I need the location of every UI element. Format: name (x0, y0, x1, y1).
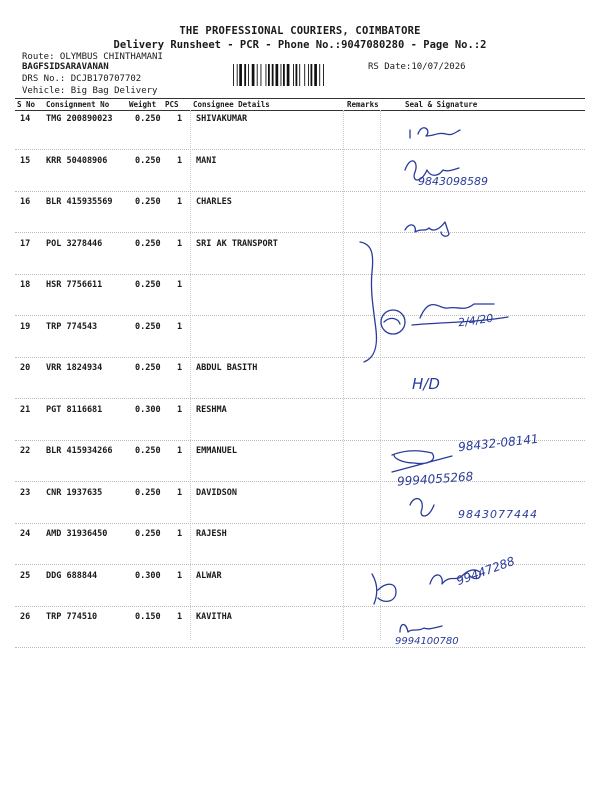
col-remarks: Remarks (347, 100, 379, 109)
col-consignment: Consignment No (46, 100, 110, 109)
row-separator (15, 232, 585, 233)
cell-sno: 26 (20, 612, 31, 622)
handwritten-date: 2/4/20 (457, 311, 495, 330)
handwritten-phone: 9843098589 (418, 175, 488, 188)
cell-weight: 0.300 (135, 404, 161, 415)
cell-pcs: 1 (177, 155, 183, 166)
cell-sno: 23 (20, 487, 31, 498)
cell-consignment: BLR 415934266 (46, 446, 113, 456)
signature-mark (405, 222, 449, 236)
cell-pcs: 1 (177, 446, 183, 456)
row-separator (15, 481, 585, 482)
cell-consignment: TRP 774510 (46, 612, 98, 622)
cell-consignment: HSR 7756611 (46, 280, 103, 290)
drs-number: DRS No.: DCJB170707702 (22, 74, 142, 84)
cell-weight: 0.150 (135, 612, 161, 622)
cell-pcs: 1 (177, 197, 183, 207)
signature-mark (392, 451, 452, 472)
cell-consignee: KAVITHA (196, 612, 232, 622)
cell-sno: 14 (20, 114, 31, 124)
cell-consignee: ALWAR (196, 570, 222, 581)
cell-sno: 25 (20, 570, 31, 581)
signature-mark (410, 128, 460, 138)
cell-weight: 0.250 (135, 197, 161, 207)
cell-pcs: 1 (177, 487, 183, 498)
col-weight: Weight (129, 100, 157, 109)
cell-sno: 15 (20, 155, 31, 166)
signature-mark (400, 625, 442, 633)
cell-weight: 0.250 (135, 487, 161, 498)
cell-weight: 0.250 (135, 363, 161, 373)
cell-pcs: 1 (177, 280, 183, 290)
row-separator (15, 315, 585, 316)
cell-weight: 0.250 (135, 238, 161, 249)
cell-sno: 19 (20, 321, 31, 332)
cell-weight: 0.250 (135, 155, 161, 166)
row-separator (15, 191, 585, 192)
column-divider (343, 110, 344, 640)
cell-consignment: TRP 774543 (46, 321, 98, 332)
cell-consignment: POL 3278446 (46, 238, 103, 249)
cell-consignment: DDG 688844 (46, 570, 98, 581)
handwritten-note: H/D (412, 375, 440, 393)
signature-mark (384, 318, 400, 324)
cell-consignee: ABDUL BASITH (196, 363, 258, 373)
handwritten-phone: 9994055268 (396, 469, 474, 489)
runsheet-subtitle: Delivery Runsheet - PCR - Phone No.:9047080280 - Page No.:2 (113, 39, 487, 51)
handwritten-phone: 9994100780 (395, 636, 459, 647)
cell-pcs: 1 (177, 570, 183, 581)
cell-pcs: 1 (177, 404, 183, 415)
cell-consignment: AMD 31936450 (46, 529, 108, 539)
route-label: Route: OLYMBUS CHINTHAMANI (22, 52, 163, 62)
handwritten-phone: 98432-08141 (457, 431, 540, 455)
cell-pcs: 1 (177, 238, 183, 249)
header-rule-bottom (15, 110, 585, 111)
bracket-mark (372, 574, 396, 604)
handwritten-phone: 99447288 (454, 553, 517, 589)
column-divider (380, 110, 381, 640)
cell-sno: 24 (20, 529, 31, 539)
staff-label: BAGFSIDSARAVANAN (22, 62, 109, 72)
col-consignee: Consignee Details (193, 100, 270, 109)
barcode-icon (233, 64, 363, 86)
cell-sno: 20 (20, 363, 31, 373)
cell-consignee: CHARLES (196, 197, 232, 207)
row-separator (15, 523, 585, 524)
cell-consignee: EMMANUEL (196, 446, 237, 456)
col-sno: S No (17, 100, 36, 109)
handwritten-phone: 9843077444 (458, 508, 538, 521)
vehicle-label: Vehicle: Big Bag Delivery (22, 86, 158, 96)
cell-sno: 18 (20, 280, 31, 290)
cell-pcs: 1 (177, 363, 183, 373)
row-separator (15, 357, 585, 358)
page-title: THE PROFESSIONAL COURIERS, COIMBATORE (179, 25, 421, 37)
cell-consignee: DAVIDSON (196, 487, 237, 498)
signature-mark (410, 499, 434, 516)
cell-sno: 17 (20, 238, 31, 249)
cell-consignee: SHIVAKUMAR (196, 114, 248, 124)
cell-consignment: CNR 1937635 (46, 487, 103, 498)
cell-consignee: RAJESH (196, 529, 227, 539)
cell-consignment: BLR 415935569 (46, 197, 113, 207)
col-pcs: PCS (165, 100, 179, 109)
cell-consignment: KRR 50408906 (46, 155, 108, 166)
cell-consignee: RESHMA (196, 404, 227, 415)
cell-sno: 22 (20, 446, 31, 456)
cell-pcs: 1 (177, 321, 183, 332)
cell-weight: 0.250 (135, 114, 161, 124)
cell-weight: 0.300 (135, 570, 161, 581)
col-seal-signature: Seal & Signature (405, 100, 478, 109)
cell-consignee: SRI AK TRANSPORT (196, 238, 278, 249)
cell-weight: 0.250 (135, 446, 161, 456)
cell-pcs: 1 (177, 114, 183, 124)
row-separator (15, 149, 585, 150)
cell-pcs: 1 (177, 529, 183, 539)
header-rule-top (15, 98, 585, 99)
cell-consignment: VRR 1824934 (46, 363, 103, 373)
bracket-mark (360, 242, 377, 362)
row-separator (15, 274, 585, 275)
row-separator (15, 647, 585, 648)
cell-pcs: 1 (177, 612, 183, 622)
cell-weight: 0.250 (135, 280, 161, 290)
cell-consignment: PGT 8116681 (46, 404, 103, 415)
cell-sno: 16 (20, 197, 31, 207)
cell-sno: 21 (20, 404, 31, 415)
column-divider (190, 110, 191, 640)
cell-consignee: MANI (196, 155, 217, 166)
row-separator (15, 398, 585, 399)
cell-weight: 0.250 (135, 321, 161, 332)
circle-mark (381, 310, 405, 334)
rs-date: RS Date:10/07/2026 (368, 62, 466, 72)
cell-weight: 0.250 (135, 529, 161, 539)
cell-consignment: TMG 200890023 (46, 114, 113, 124)
row-separator (15, 606, 585, 607)
